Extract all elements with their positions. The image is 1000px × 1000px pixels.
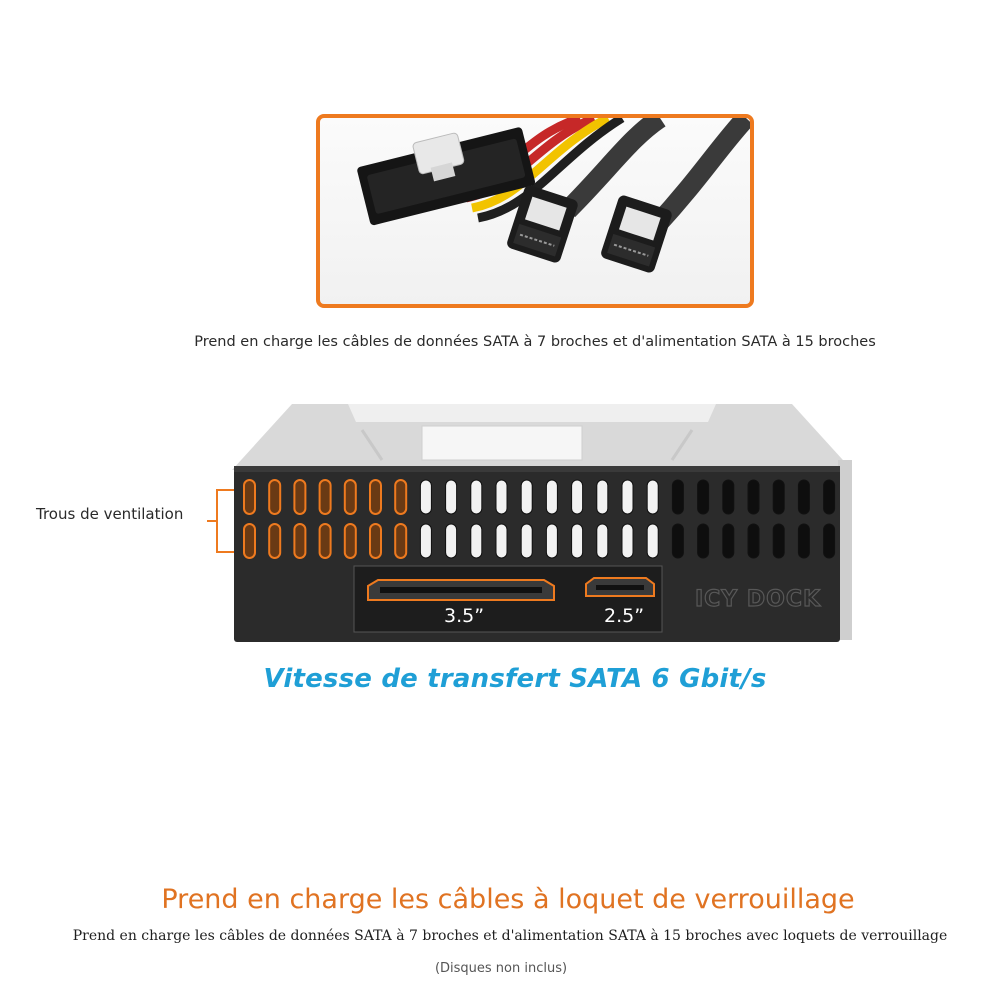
vent-slot <box>244 524 255 558</box>
vent-slot <box>395 524 406 558</box>
vent-slot <box>370 524 381 558</box>
vent-slot <box>294 524 305 558</box>
vent-slot <box>622 524 633 558</box>
vent-slot <box>698 480 709 514</box>
cable-caption: Prend en charge les câbles de données SATA à 7 broches et d'alimentation SATA à 15 broches <box>194 334 876 350</box>
vent-slot <box>647 524 658 558</box>
headline: Prend en charge les câbles à loquet de verrouillage <box>161 884 855 915</box>
vent-slot <box>798 524 809 558</box>
sata-cables-photo <box>316 114 754 308</box>
vent-slot <box>798 480 809 514</box>
vent-slot <box>824 480 835 514</box>
vent-slot <box>748 480 759 514</box>
vent-slot <box>622 480 633 514</box>
vent-slot <box>698 524 709 558</box>
vent-slot <box>294 480 305 514</box>
vent-slot <box>446 524 457 558</box>
vent-slot <box>269 480 280 514</box>
vent-slot <box>824 524 835 558</box>
vent-slot <box>320 524 331 558</box>
vent-slot <box>345 524 356 558</box>
vent-slot <box>269 524 280 558</box>
vent-slot <box>496 480 507 514</box>
vent-slot <box>471 524 482 558</box>
vent-slot <box>420 524 431 558</box>
vent-slot <box>597 480 608 514</box>
vent-slot <box>672 480 683 514</box>
vent-slot <box>521 480 532 514</box>
port-3-5-label: 3.5” <box>444 605 485 627</box>
vent-slot <box>672 524 683 558</box>
vent-slot <box>572 524 583 558</box>
vent-slot <box>244 480 255 514</box>
vent-holes-label: Trous de ventilation <box>36 505 184 523</box>
vent-slot <box>345 480 356 514</box>
vent-slot <box>572 480 583 514</box>
vent-slot <box>496 524 507 558</box>
vent-slot <box>395 480 406 514</box>
vent-slot <box>521 524 532 558</box>
disks-not-included-note: (Disques non inclus) <box>434 961 568 976</box>
transfer-speed-text: Vitesse de transfert SATA 6 Gbit/s <box>263 664 767 694</box>
vent-slot <box>446 480 457 514</box>
vent-slot <box>597 524 608 558</box>
vent-slot <box>773 524 784 558</box>
vent-slot <box>723 480 734 514</box>
vent-slot <box>773 480 784 514</box>
vent-slot <box>471 480 482 514</box>
vent-slot <box>748 524 759 558</box>
vent-slot <box>723 524 734 558</box>
vent-slot <box>370 480 381 514</box>
vent-slot <box>546 480 557 514</box>
drive-enclosure <box>232 400 852 650</box>
port-2-5-label: 2.5” <box>604 605 645 627</box>
vent-slot <box>647 480 658 514</box>
vent-slot <box>320 480 331 514</box>
vent-slot <box>546 524 557 558</box>
brand-logo: ICY DOCK <box>694 587 822 612</box>
vent-slot <box>420 480 431 514</box>
description-line: Prend en charge les câbles de données SATA à 7 broches et d'alimentation SATA à 15 broches avec loquets de verrouillage <box>72 928 948 944</box>
